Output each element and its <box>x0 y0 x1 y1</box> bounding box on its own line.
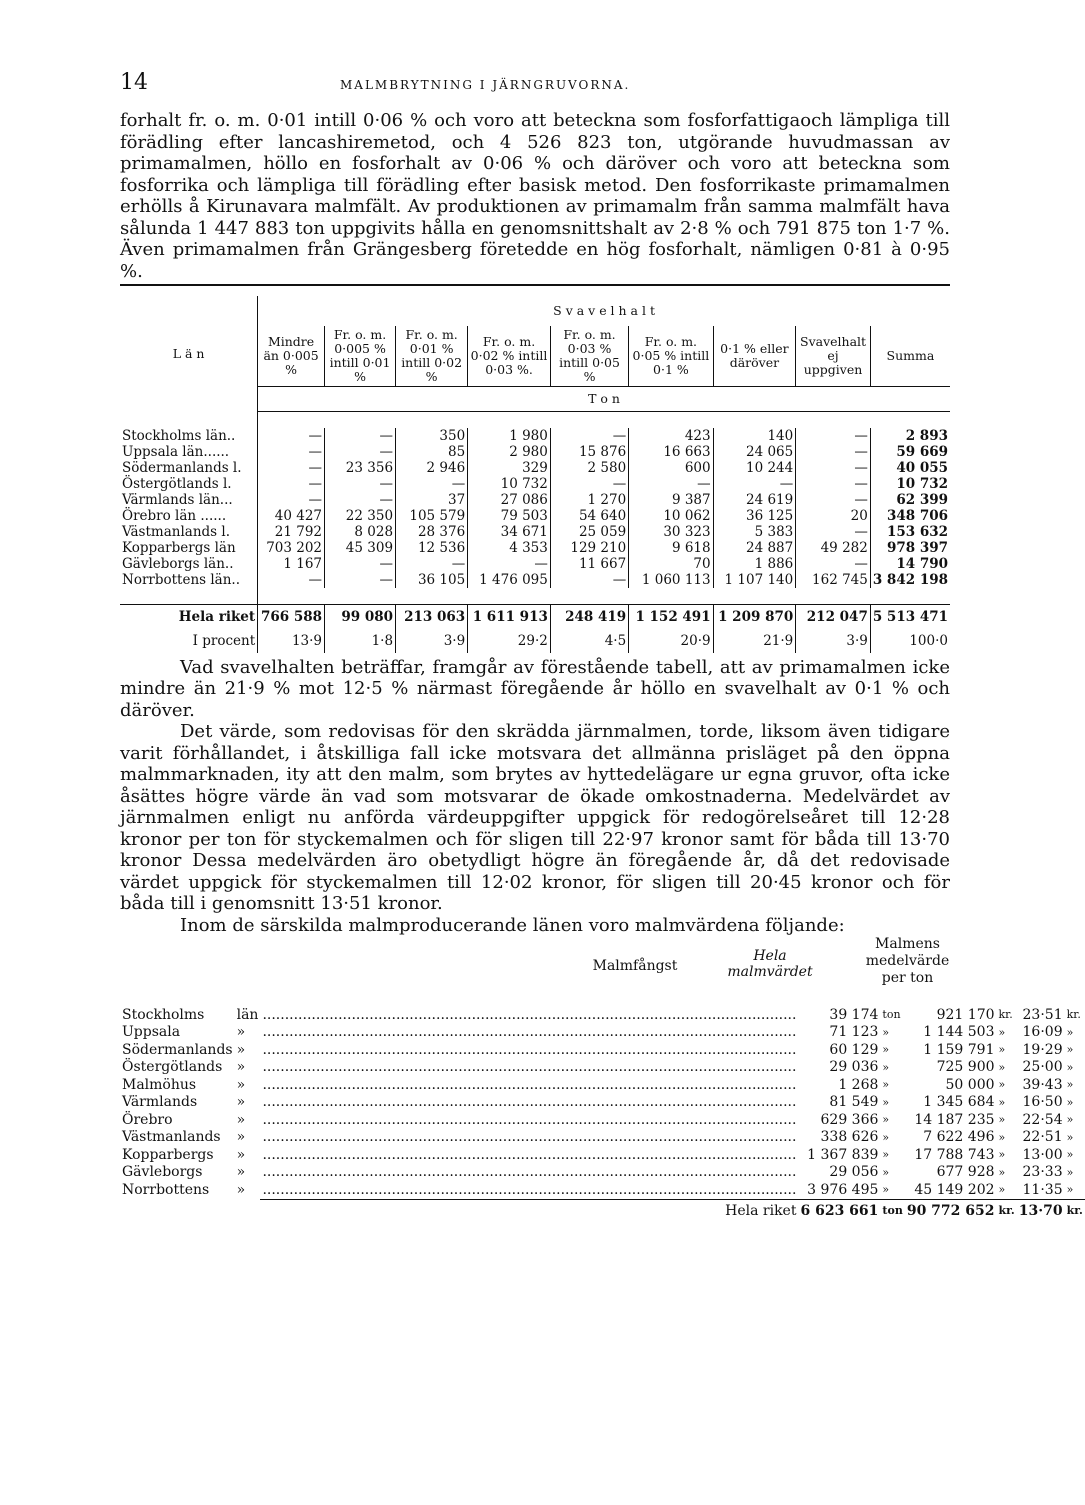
malmfangst-header: Malmfångst <box>592 958 678 974</box>
table-cell: — <box>796 556 871 572</box>
unit-label: » <box>882 1130 890 1144</box>
table-cell: 70 <box>629 556 713 572</box>
unit-label: ton <box>880 1199 904 1222</box>
medelvarde-value: 16·50 <box>1022 1094 1063 1111</box>
unit-label: » <box>1066 1025 1074 1039</box>
table-cell: 37 <box>396 492 468 508</box>
dot-leader: ........................................................................................................................ <box>262 1059 797 1076</box>
unit-label: » <box>998 1060 1006 1074</box>
table-row <box>120 1111 1085 1129</box>
table-cell: 34 671 <box>468 524 551 540</box>
lan-name: Hela riket <box>120 604 258 629</box>
table-cell: 600 <box>629 460 713 476</box>
table-cell: 13·9 <box>258 629 325 653</box>
table-cell: 140 <box>713 428 796 444</box>
hela-varde-value: 7 622 496 <box>923 1129 995 1146</box>
paragraph-2: Vad svavelhalten beträffar, framgår av förestående tabell, att av primamalmen icke mindre än 21·9 % mot 12·5 % närmast föregående år höllo en svavelhalt av 0·1 % och däröver. <box>120 656 950 721</box>
hela-varde-value: 725 900 <box>936 1059 995 1076</box>
unit-label: » <box>882 1060 890 1074</box>
table-cell: 423 <box>629 428 713 444</box>
table-cell: — <box>325 444 396 460</box>
lan-name: Kopparbergs län <box>120 540 258 556</box>
table-cell: — <box>325 428 396 444</box>
table-cell: — <box>396 476 468 492</box>
running-title: MALMBRYTNING I JÄRNGRUVORNA. <box>340 78 631 92</box>
lan-name: Östergötlands l. <box>120 476 258 492</box>
medelvarde-value: 25·00 <box>1022 1059 1063 1076</box>
table-cell: 5 513 471 <box>870 604 950 629</box>
county-name: Värmlands <box>122 1094 198 1111</box>
table-cell: — <box>258 444 325 460</box>
table-cell: 213 063 <box>396 604 468 629</box>
table-row <box>120 428 950 444</box>
table-cell: 20 <box>796 508 871 524</box>
table-cell: — <box>325 492 396 508</box>
col-header: Mindre än 0·005 % <box>258 326 325 386</box>
table-cell: 3·9 <box>396 629 468 653</box>
table-cell: 153 632 <box>886 523 948 540</box>
county-name: Kopparbergs <box>122 1146 214 1163</box>
col-header: Fr. o. m. 0·03 % intill 0·05 % <box>550 326 628 386</box>
col-header: Fr. o. m. 0·02 % intill 0·03 %. <box>468 326 551 386</box>
table-cell: 99 080 <box>325 604 396 629</box>
table-cell: 2 946 <box>396 460 468 476</box>
lan-label: » <box>236 1041 246 1058</box>
table-cell: 1 476 095 <box>468 572 551 588</box>
hela-varde-header: Hela malmvärdet <box>727 948 813 980</box>
unit-label: » <box>1066 1095 1074 1109</box>
dot-leader: ........................................................................................................................ <box>262 1129 797 1146</box>
table-row <box>120 1181 1085 1199</box>
table-cell: 2 980 <box>468 444 551 460</box>
unit-label: » <box>882 1183 890 1197</box>
table-cell: — <box>796 524 871 540</box>
table-cell: 4·5 <box>550 629 628 653</box>
table-cell: 1 209 870 <box>713 604 796 629</box>
dot-leader: ........................................................................................................................ <box>262 1094 797 1111</box>
dot-leader: ........................................................................................................................ <box>262 1111 797 1128</box>
table-row <box>120 1041 1085 1059</box>
table-row <box>120 540 950 556</box>
unit-label: » <box>882 1165 890 1179</box>
table-cell: 45 309 <box>325 540 396 556</box>
paragraph-1: forhalt fr. o. m. 0·01 intill 0·06 % och voro att beteckna som fosforfattigaoch lämpliga till förädling efter lancashiremetod, och 4 526 823 ton, utgörande huvudmassan av primamalmen, höllo en fosforhalt av 0·06 % och däröver och voro att beteckna som fosforrika och lämpliga till förädling efter basisk metod. Den fosforrikaste primamalmen erhölls å Kirunavara malmfält. Av produktionen av primamalm från samma malmfält hava sålunda 1 447 883 ton uppgivits hålla en genomsnittshalt av 2·8 % och 791 875 ton 1·7 %. Även primamalmen från Grängesberg företedde en hög fosforhalt, nämligen 0·81 à 0·95 %. <box>120 110 950 282</box>
table-cell: 85 <box>396 444 468 460</box>
dot-leader: ........................................................................................................................ <box>262 1146 797 1163</box>
table-cell: — <box>550 572 628 588</box>
table-cell: — <box>550 428 628 444</box>
table-cell: — <box>468 556 551 572</box>
table-cell: 25 059 <box>550 524 628 540</box>
table-cell: — <box>796 460 871 476</box>
dot-leader: ........................................................................................................................ <box>262 1164 797 1181</box>
table-cell: 350 <box>396 428 468 444</box>
table-cell: — <box>325 556 396 572</box>
table-cell: 16 663 <box>629 444 713 460</box>
county-name: Malmöhus <box>122 1076 197 1093</box>
table-cell: 29·2 <box>468 629 551 653</box>
unit-label: » <box>882 1043 890 1057</box>
table-cell: 2 580 <box>550 460 628 476</box>
table-cell: 40 055 <box>896 459 948 476</box>
page-header <box>120 70 950 110</box>
blank-cell <box>120 1199 260 1222</box>
spacer-row <box>120 411 950 428</box>
table-cell: 978 397 <box>886 539 948 556</box>
table-cell: 10 244 <box>713 460 796 476</box>
unit-label: » <box>1066 1113 1074 1127</box>
unit-label: » <box>998 1165 1006 1179</box>
unit-label: » <box>998 1025 1006 1039</box>
table-cell: 1 167 <box>258 556 325 572</box>
col-header: Fr. o. m. 0·005 % intill 0·01 % <box>325 326 396 386</box>
page <box>120 70 1083 1222</box>
malmfangst-value: 3 976 495 <box>807 1181 879 1198</box>
table-cell: 3·9 <box>796 629 871 653</box>
medelvarde-value: 23·51 <box>1022 1006 1063 1023</box>
value-table-header <box>120 936 950 1006</box>
table-cell: 36 125 <box>713 508 796 524</box>
table-cell: 1 980 <box>468 428 551 444</box>
table-row <box>120 524 950 540</box>
unit-label: » <box>1066 1043 1074 1057</box>
table-cell: 21 792 <box>258 524 325 540</box>
table-cell: 248 419 <box>550 604 628 629</box>
svavelhalt-header: S v a v e l h a l t <box>553 303 655 318</box>
medelvarde-value: 19·29 <box>1022 1041 1063 1058</box>
hela-varde-value: 50 000 <box>945 1076 995 1093</box>
table-cell: 162 745 <box>796 572 871 588</box>
table-cell: 1·8 <box>325 629 396 653</box>
table-row <box>120 556 950 572</box>
table-cell: — <box>258 476 325 492</box>
unit-label: » <box>998 1113 1006 1127</box>
table-cell: 21·9 <box>713 629 796 653</box>
hela-varde-value: 17 788 743 <box>914 1146 995 1163</box>
table-cell: — <box>713 476 796 492</box>
dot-leader: ........................................................................................................................ <box>262 1076 797 1093</box>
unit-label: » <box>882 1078 890 1092</box>
table-cell: 10 732 <box>896 475 948 492</box>
table-cell: — <box>796 492 871 508</box>
unit-label: » <box>998 1095 1006 1109</box>
lan-name: Västmanlands l. <box>120 524 258 540</box>
table-cell: 27 086 <box>468 492 551 508</box>
lan-name: Södermanlands l. <box>120 460 258 476</box>
table-cell: — <box>258 572 325 588</box>
dot-leader: ........................................................................................................................ <box>262 1024 797 1041</box>
unit-label: kr. <box>998 1008 1013 1022</box>
table-row <box>120 460 950 476</box>
lan-label: » <box>236 1111 246 1128</box>
table-cell: 1 060 113 <box>629 572 713 588</box>
table-cell: 1 611 913 <box>468 604 551 629</box>
table-cell: 59 669 <box>896 443 948 460</box>
table-cell: — <box>258 460 325 476</box>
malmfangst-value: 39 174 <box>829 1006 879 1023</box>
table-row <box>120 1094 1085 1112</box>
sulfur-table-body <box>120 428 950 653</box>
total-row <box>120 1199 1085 1222</box>
table-cell: — <box>796 476 871 492</box>
table-cell: 49 282 <box>796 540 871 556</box>
county-name: Östergötlands <box>122 1059 223 1076</box>
table-row <box>120 1076 1085 1094</box>
lan-label: » <box>236 1146 246 1163</box>
table-cell: 23 356 <box>325 460 396 476</box>
unit-label: » <box>1066 1078 1074 1092</box>
unit-label: » <box>1066 1183 1074 1197</box>
total-label: Hela riket <box>260 1199 798 1222</box>
value-table-body <box>120 1006 1085 1222</box>
medelvarde-value: 22·54 <box>1022 1111 1063 1128</box>
table-cell: 24 619 <box>713 492 796 508</box>
table-cell: 105 579 <box>396 508 468 524</box>
county-name: Gävleborgs <box>122 1164 203 1181</box>
table-cell: — <box>325 572 396 588</box>
lan-label: » <box>236 1182 246 1198</box>
table-cell: 1 270 <box>550 492 628 508</box>
table-cell: 10 732 <box>468 476 551 492</box>
lan-header: L ä n <box>120 296 258 411</box>
unit-label: » <box>1066 1130 1074 1144</box>
table-cell: 129 210 <box>550 540 628 556</box>
hela-varde-value: 1 159 791 <box>923 1041 995 1058</box>
malmfangst-value: 81 549 <box>829 1094 879 1111</box>
table-cell: 15 876 <box>550 444 628 460</box>
spacer-row <box>120 588 950 605</box>
medelvarde-total: 13·70 <box>1017 1199 1065 1222</box>
paragraph-3: Det värde, som redovisas för den skrädda järnmalmen, torde, liksom även tidigare varit förhållandet, i åtskilliga fall icke motsvara det allmänna prisläget på den öppna malmmarknaden, ity att den malm, som brytes av hyttedelägare ur egna gruvor, ofta icke åsättes högre värde än vad som motsvarar de ökade omkostnaderna. Medelvärdet av järnmalmen enligt nu anförda värdeuppgifter uppgick för redogörelseåret till 12·28 kronor per ton för styckemalmen och för sligen till 22·97 kronor samt för båda till 13·70 kronor Dessa medelvärden äro obetydligt högre än föregående år, då det redovisade värdet uppgick för styckemalmen till 12·02 kronor, för sligen till 20·45 kronor och för båda till i genomsnitt 13·51 kronor. <box>120 721 950 914</box>
paragraph-4: Inom de särskilda malmproducerande länen voro malmvärdena följande: <box>180 914 845 936</box>
county-name: Stockholms <box>122 1006 205 1023</box>
county-name: Västmanlands <box>122 1129 221 1146</box>
table-cell: 10 062 <box>629 508 713 524</box>
table-cell: 28 376 <box>396 524 468 540</box>
table-cell: 62 399 <box>896 491 948 508</box>
unit-label: » <box>998 1148 1006 1162</box>
table-cell: 30 323 <box>629 524 713 540</box>
unit-label: » <box>882 1148 890 1162</box>
page-number: 14 <box>120 70 148 95</box>
unit-label: » <box>1066 1165 1074 1179</box>
malmfangst-value: 338 626 <box>820 1129 879 1146</box>
table-cell: — <box>258 428 325 444</box>
table-top-rule <box>120 284 950 286</box>
malmfangst-value: 60 129 <box>829 1041 879 1058</box>
lan-name: Värmlands län... <box>120 492 258 508</box>
table-cell: 20·9 <box>629 629 713 653</box>
sulfur-table <box>120 296 950 653</box>
unit-label: » <box>998 1078 1006 1092</box>
unit-label: » <box>1066 1148 1074 1162</box>
lan-name: Stockholms län.. <box>120 428 258 444</box>
table-cell: 2 893 <box>905 427 948 444</box>
lan-name: I procent <box>120 629 258 653</box>
dot-leader: ........................................................................................................................ <box>262 1041 797 1058</box>
medelvarde-value: 39·43 <box>1022 1076 1063 1093</box>
table-row <box>120 572 950 588</box>
table-row <box>120 444 950 460</box>
malmfangst-value: 71 123 <box>829 1024 879 1041</box>
county-name: Södermanlands <box>122 1041 233 1058</box>
col-header: Svavelhalt ej uppgiven <box>796 326 871 386</box>
table-cell: 4 353 <box>468 540 551 556</box>
col-header: 0·1 % eller däröver <box>713 326 796 386</box>
col-header: Fr. o. m. 0·01 % intill 0·02 % <box>396 326 468 386</box>
lan-name: Uppsala län...... <box>120 444 258 460</box>
unit-label: » <box>882 1113 890 1127</box>
table-row <box>120 476 950 492</box>
table-cell: 54 640 <box>550 508 628 524</box>
table-cell: 348 706 <box>886 507 948 524</box>
lan-label: » <box>236 1164 246 1181</box>
table-row <box>120 492 950 508</box>
table-cell: 5 383 <box>713 524 796 540</box>
hela-varde-value: 921 170 <box>936 1006 995 1023</box>
county-name: Uppsala <box>122 1024 181 1041</box>
table-cell: 9 387 <box>629 492 713 508</box>
table-row <box>120 1146 1085 1164</box>
value-table <box>120 1006 1085 1222</box>
table-cell: 3 842 198 <box>872 571 948 588</box>
table-cell: — <box>396 556 468 572</box>
table-cell: 14 790 <box>896 555 948 572</box>
table-cell: 329 <box>468 460 551 476</box>
unit-label: » <box>998 1183 1006 1197</box>
table-cell: — <box>325 476 396 492</box>
table-cell: 703 202 <box>258 540 325 556</box>
hela-varde-value: 14 187 235 <box>914 1111 995 1128</box>
table-cell: 766 588 <box>258 604 325 629</box>
table-row <box>120 1164 1085 1182</box>
table-cell: 100·0 <box>909 632 948 649</box>
malmfangst-total: 6 623 661 <box>798 1199 880 1222</box>
lan-name: Gävleborgs län.. <box>120 556 258 572</box>
hela-varde-value: 45 149 202 <box>914 1181 995 1198</box>
hela-varde-value: 677 928 <box>936 1164 995 1181</box>
col-header: Fr. o. m. 0·05 % intill 0·1 % <box>629 326 713 386</box>
lan-label: » <box>236 1024 246 1041</box>
table-cell: 12 536 <box>396 540 468 556</box>
unit-label: » <box>998 1043 1006 1057</box>
table-row <box>120 1024 1085 1042</box>
ton-header: T o n <box>258 386 950 411</box>
unit-label: ton <box>882 1008 901 1022</box>
table-cell: 1 107 140 <box>713 572 796 588</box>
county-name: Örebro <box>122 1111 173 1128</box>
unit-label: kr. <box>1066 1008 1081 1022</box>
table-row <box>120 1129 1085 1147</box>
medelvarde-value: 13·00 <box>1022 1146 1063 1163</box>
unit-label: » <box>882 1095 890 1109</box>
table-cell: 1 152 491 <box>629 604 713 629</box>
table-cell: 9 618 <box>629 540 713 556</box>
lan-label: län <box>236 1006 259 1023</box>
table-cell: — <box>796 428 871 444</box>
table-cell: 1 886 <box>713 556 796 572</box>
table-cell: 8 028 <box>325 524 396 540</box>
lan-name: Örebro län ...... <box>120 508 258 524</box>
lan-label: » <box>236 1094 246 1111</box>
table-cell: 11 667 <box>550 556 628 572</box>
table-cell: — <box>796 444 871 460</box>
county-name: Norrbottens <box>122 1182 210 1198</box>
table-row <box>120 1006 1085 1024</box>
hela-varde-total: 90 772 652 <box>905 1199 997 1222</box>
table-cell: 40 427 <box>258 508 325 524</box>
total-row <box>120 604 950 629</box>
dot-leader: ........................................................................................................................ <box>262 1006 797 1023</box>
table-cell: 24 065 <box>713 444 796 460</box>
table-cell: 22 350 <box>325 508 396 524</box>
percent-row <box>120 629 950 653</box>
col-header: Summa <box>886 347 935 363</box>
lan-label: » <box>236 1129 246 1146</box>
medelvarde-value: 22·51 <box>1022 1129 1063 1146</box>
malmfangst-value: 1 367 839 <box>807 1146 879 1163</box>
table-cell: 212 047 <box>796 604 871 629</box>
medelvarde-header: Malmens medelvärde per ton <box>865 936 950 986</box>
lan-label: » <box>236 1076 246 1093</box>
dot-leader: ........................................................................................................................ <box>262 1181 797 1198</box>
malmfangst-value: 29 056 <box>829 1164 879 1181</box>
lan-label: » <box>236 1059 246 1076</box>
unit-label: kr. <box>1065 1199 1085 1222</box>
hela-varde-value: 1 144 503 <box>923 1024 995 1041</box>
medelvarde-value: 23·33 <box>1022 1164 1063 1181</box>
table-cell: — <box>258 492 325 508</box>
table-cell: — <box>629 476 713 492</box>
unit-label: kr. <box>997 1199 1017 1222</box>
hela-varde-value: 1 345 684 <box>923 1094 995 1111</box>
table-cell: 79 503 <box>468 508 551 524</box>
table-cell: — <box>550 476 628 492</box>
table-cell: 24 887 <box>713 540 796 556</box>
unit-label: » <box>998 1130 1006 1144</box>
medelvarde-value: 16·09 <box>1022 1024 1063 1041</box>
table-cell: 36 105 <box>396 572 468 588</box>
unit-label: » <box>1066 1060 1074 1074</box>
unit-label: » <box>882 1025 890 1039</box>
medelvarde-value: 11·35 <box>1022 1181 1063 1198</box>
table-row <box>120 508 950 524</box>
malmfangst-value: 29 036 <box>829 1059 879 1076</box>
lan-name: Norrbottens län.. <box>120 572 258 588</box>
sulfur-table-group-header <box>120 296 950 326</box>
table-row <box>120 1059 1085 1077</box>
malmfangst-value: 1 268 <box>838 1076 879 1093</box>
malmfangst-value: 629 366 <box>820 1111 879 1128</box>
